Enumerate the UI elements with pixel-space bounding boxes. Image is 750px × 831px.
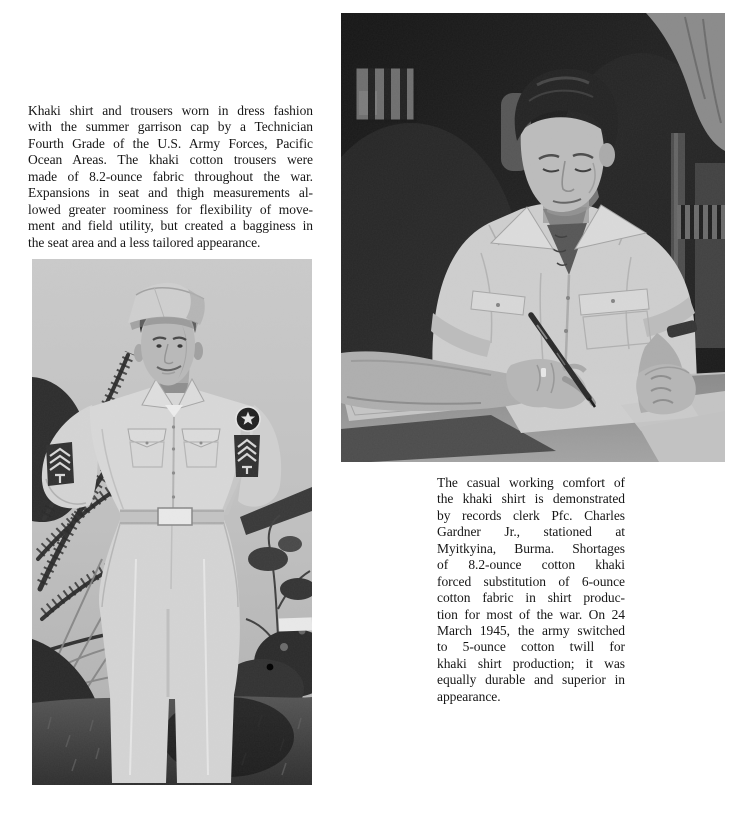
caption-line: with the summer garrison cap by a Technician: [28, 119, 313, 135]
caption-line: cotton fabric in shirt produc-: [437, 590, 625, 606]
clerk-writing-photo: [341, 13, 725, 462]
film-grain: [32, 259, 312, 785]
caption-line: the khaki shirt is demonstrated: [437, 491, 625, 507]
caption-line: lowed greater roominess for flexibility of move-: [28, 201, 313, 217]
caption-line: March 1945, the army switched: [437, 622, 625, 638]
soldier-photo-art: [32, 259, 312, 785]
caption-line: the seat area and a less tailored appearance.: [28, 234, 261, 250]
soldier-photo: [32, 259, 312, 785]
caption-line: Khaki shirt and trousers worn in dress fashion: [28, 103, 313, 118]
caption-line: by records clerk Pfc. Charles: [437, 507, 625, 523]
caption-line: appearance.: [437, 688, 501, 704]
caption-line: ment and field utility, but created a bagginess in: [28, 218, 313, 234]
caption-line: Expansions in seat and thigh measurements al-: [28, 185, 313, 201]
caption-line: made of 8.2-ounce fabric throughout the war.: [28, 168, 313, 184]
caption-line: Fourth Grade of the U.S. Army Forces, Pacific: [28, 135, 313, 151]
left-photo-caption: [28, 103, 313, 251]
caption-line: Ocean Areas. The khaki cotton trousers were: [28, 152, 313, 168]
caption-line: of 8.2-ounce cotton khaki: [437, 557, 625, 573]
caption-line: equally durable and superior in: [437, 672, 625, 688]
caption-line: khaki shirt production; it was: [437, 655, 625, 671]
film-grain: [341, 13, 725, 462]
caption-line: tion for most of the war. On 24: [437, 606, 625, 622]
clerk-photo-art: [341, 13, 725, 462]
caption-line: Myitkyina, Burma. Shortages: [437, 540, 625, 556]
caption-line: to 5-ounce cotton twill for: [437, 639, 625, 655]
right-photo-caption: [437, 475, 625, 705]
caption-line: The casual working comfort of: [437, 475, 625, 490]
caption-line: forced substitution of 6-ounce: [437, 573, 625, 589]
caption-line: Gardner Jr., stationed at: [437, 524, 625, 540]
